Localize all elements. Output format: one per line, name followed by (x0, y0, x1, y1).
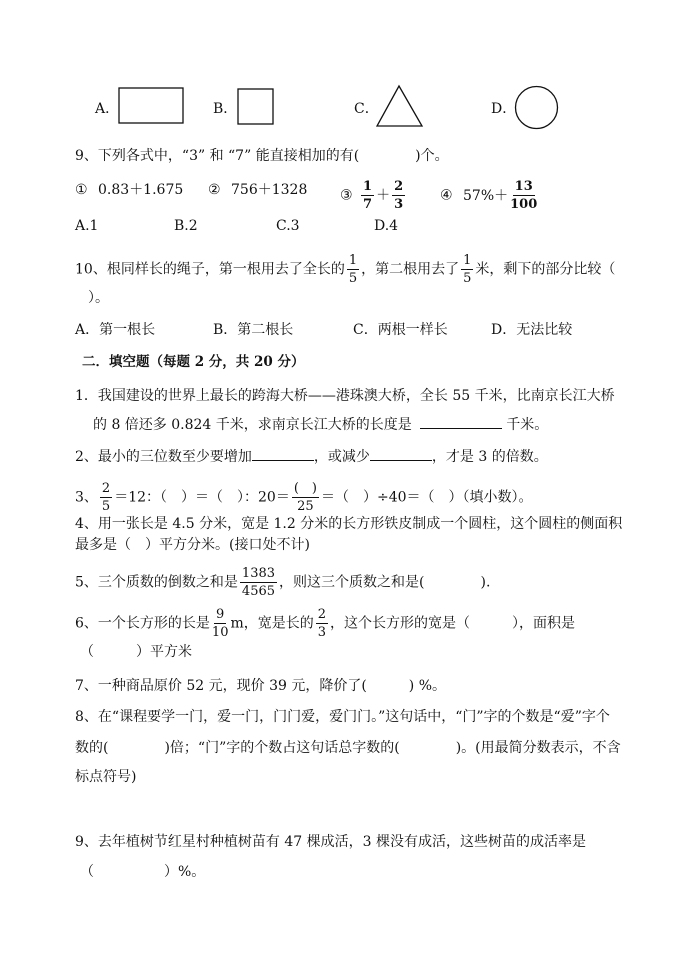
option-c-label: C． (354, 101, 379, 117)
fill-6-line-2: （ ）平方米 (80, 644, 192, 660)
denominator: 5 (348, 271, 358, 286)
fraction-blank-over-25 (292, 482, 319, 513)
question-9-option-4 (440, 180, 539, 211)
fill-8-line-2: 数的( )倍；“门”字的个数占这句话总字数的( )。(用最简分数表示，不含 (75, 740, 621, 756)
section-2-title: 二．填空题（每题 2 分，共 20 分） (82, 354, 305, 370)
fill-1-text: 的 8 倍还多 0.824 千米，求南京长江大桥的长度是 (93, 417, 412, 433)
question-10-option-d: D．无法比较 (491, 322, 573, 338)
fill-2-text-a: 2、最小的三位数至少要增加 (75, 449, 252, 465)
question-9-answer-b: B.2 (174, 218, 198, 234)
option-a-label: A． (95, 101, 120, 117)
option-b-label: B． (213, 101, 238, 117)
denominator: 7 (363, 197, 373, 212)
question-10-line-1 (75, 254, 615, 285)
numerator: 2 (394, 179, 404, 194)
question-10-option-b: B．第二根长 (213, 322, 294, 338)
fill-1-line-1: 1．我国建设的世界上最长的跨海大桥——港珠澳大桥，全长 55 千米，比南京长江大桥 (75, 388, 615, 404)
fill-4-line-1: 4、用一张长是 4.5 分米，宽是 1.2 分米的长方形铁皮制成一个圆柱，这个圆柱的侧面积 (75, 516, 623, 532)
fill-1-unit: 千米。 (506, 417, 549, 433)
triangle-shape (376, 84, 424, 128)
numerator: 13 (514, 179, 533, 194)
fraction-1383-4565 (240, 567, 277, 598)
fraction-one-seventh (361, 180, 374, 211)
fraction-two-thirds (392, 180, 405, 211)
fill-5-text-a: 5、三个质数的倒数之和是 (75, 574, 238, 591)
fill-3-suffix: ＝（ ）÷40＝（ ）（填小数）。 (321, 489, 533, 506)
fill-6-text-c: ，这个长方形的宽是（ ），面积是 (330, 615, 576, 632)
fill-2-text-c: ，才是 3 的倍数。 (431, 449, 548, 465)
question-10-line-2: ）。 (88, 290, 109, 306)
denominator: 3 (394, 197, 404, 212)
question-10-text-b: ，第二根用去了 (361, 261, 460, 278)
option-2-mark: ② (208, 182, 221, 198)
numerator-blank[interactable]: ( ) (293, 481, 317, 496)
numerator: 1 (363, 179, 373, 194)
denominator: 25 (297, 499, 314, 514)
fill-7-line: 7、一种商品原价 52 元，现价 39 元，降价了( ) %。 (75, 678, 447, 694)
fill-4-line-2: 最多是（ ）平方分米。(接口处不计) (75, 537, 310, 553)
rectangle-shape (118, 87, 186, 127)
option-3-mark: ③ (340, 187, 353, 204)
answer-blank[interactable] (420, 414, 502, 429)
question-10-option-a: A．第一根长 (75, 322, 156, 338)
numerator: 2 (101, 481, 111, 496)
question-9-option-2 (208, 180, 307, 200)
denominator: 3 (317, 625, 327, 640)
fraction-nine-tenths (212, 608, 229, 639)
denominator: 10 (211, 625, 229, 640)
fill-2-text-b: ，或减少 (313, 449, 370, 465)
fill-8-line-3: 标点符号) (75, 769, 137, 785)
fill-8-line-1: 8、在“课程要学一门，爱一门，门门爱，爱门门。”这句话中，“门”字的个数是“爱”字个 (75, 709, 610, 725)
fill-5-line (75, 567, 490, 598)
numerator: 9 (216, 607, 225, 622)
fill-3-prefix: 3、 (75, 489, 98, 506)
denominator: 5 (463, 271, 472, 286)
fill-6-text-a: 6、一个长方形的长是 (75, 615, 210, 632)
option-d-label: D． (491, 101, 517, 117)
fraction-two-fifths (100, 482, 112, 513)
denominator: 4565 (241, 584, 276, 599)
numerator: 2 (317, 607, 327, 622)
fill-9-line-1: 9、去年植树节红星村种植树苗有 47 棵成活，3 棵没有成活，这些树苗的成活率是 (75, 834, 586, 850)
fill-3-ratio-text: ＝12：（ ）＝（ ）：20＝ (114, 489, 290, 506)
option-4-prefix: 57%＋ (463, 187, 509, 204)
fill-9-line-2: （ ）%。 (80, 864, 206, 880)
fill-6-text-b: m，宽是长的 (230, 615, 314, 632)
fill-3-line (75, 482, 533, 513)
option-1-mark: ① (75, 182, 88, 198)
fraction-13-100 (510, 180, 537, 211)
fill-5-text-b: ，则这三个质数之和是( ). (279, 574, 491, 591)
answer-blank-decrease[interactable] (370, 446, 432, 461)
option-1-expression: 0.83＋1.675 (98, 182, 184, 198)
question-10-text-a: 10、根同样长的绳子，第一根用去了全长的 (75, 261, 345, 278)
fraction-one-fifth-meter (461, 254, 473, 285)
question-9-stem: 9、下列各式中，“3” 和 “7” 能直接相加的有( )个。 (75, 148, 449, 164)
fill-2-line (75, 446, 548, 467)
fraction-one-fifth (347, 254, 359, 285)
denominator: 5 (101, 499, 111, 514)
plus-sign: ＋ (376, 187, 391, 204)
question-10-text-c: 米，剩下的部分比较（ (475, 261, 616, 278)
option-4-mark: ④ (440, 187, 453, 204)
numerator: 1 (348, 253, 358, 268)
question-9-answer-d: D.4 (374, 218, 399, 234)
option-2-expression: 756＋1328 (231, 182, 308, 198)
question-9-answer-a: A.1 (75, 218, 99, 234)
question-9-option-3 (340, 180, 407, 211)
numerator: 1383 (241, 566, 276, 581)
denominator: 100 (510, 197, 538, 212)
question-9-answer-c: C.3 (276, 218, 300, 234)
fill-1-line-2 (93, 414, 548, 435)
fraction-two-thirds (316, 608, 328, 639)
fill-6-line-1 (75, 608, 575, 639)
question-10-option-c: C．两根一样长 (353, 322, 448, 338)
question-9-option-1 (75, 180, 183, 200)
answer-blank-increase[interactable] (252, 446, 314, 461)
square-shape (237, 88, 275, 126)
numerator: 1 (463, 253, 472, 268)
circle-shape (514, 85, 560, 131)
